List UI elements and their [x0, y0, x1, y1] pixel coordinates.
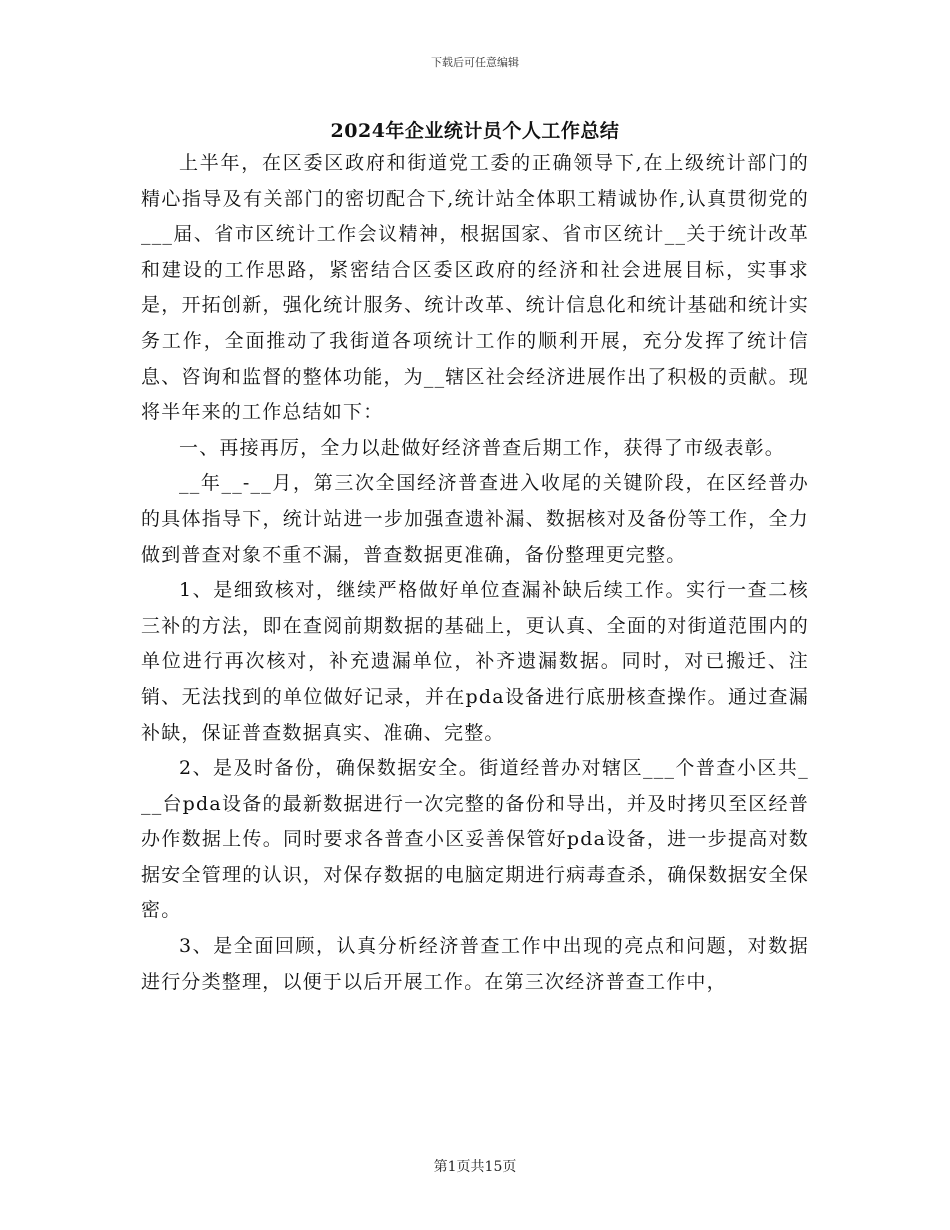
paragraph-item-3: 3、是全面回顾，认真分析经济普查工作中出现的亮点和问题，对数据进行分类整理，以便于以后开展工作。在第三次经济普查工作中， [141, 935, 809, 993]
paragraph-item-1: 1、是细致核对，继续严格做好单位查漏补缺后续工作。实行一查二核三补的方法，即在查阅前期数据的基础上，更认真、全面的对街道范围内的单位进行再次核对，补充遗漏单位，补齐遗漏数据。同时，对已搬迁、注销、无法找到的单位做好记录，并在pda设备进行底册核查操作。通过查漏补缺，保证普查数据真实、准确、完整。 [141, 579, 809, 744]
document-title: 2024年企业统计员个人工作总结 [330, 120, 620, 142]
document-body [141, 146, 809, 1000]
page-footer-number: 第1页共15页 [433, 1159, 517, 1175]
page-header-note: 下载后可任意编辑 [431, 56, 519, 69]
paragraph-intro: 上半年，在区委区政府和街道党工委的正确领导下,在上级统计部门的精心指导及有关部门的密切配合下,统计站全体职工精诚协作,认真贯彻党的___届、省市区统计工作会议精神，根据国家、省市区统计__关于统计改革和建设的工作思路，紧密结合区委区政府的经济和社会进展目标，实事求是，开拓创新，强化统计服务、统计改革、统计信息化和统计基础和统计实务工作，全面推动了我街道各项统计工作的顺利开展，充分发挥了统计信息、咨询和监督的整体功能，为__辖区社会经济进展作出了积极的贡献。现将半年来的工作总结如下： [141, 152, 809, 424]
paragraph-census-overview: __年__-__月，第三次全国经济普查进入收尾的关键阶段，在区经普办的具体指导下，统计站进一步加强查遗补漏、数据核对及备份等工作，全力做到普查对象不重不漏，普查数据更准确，备份整理更完整。 [141, 472, 809, 566]
paragraph-item-2: 2、是及时备份，确保数据安全。街道经普办对辖区___个普查小区共___台pda设备的最新数据进行一次完整的备份和导出，并及时拷贝至区经普办作数据上传。同时要求各普查小区妥善保管好pda设备，进一步提高对数据安全管理的认识，对保存数据的电脑定期进行病毒查杀，确保数据安全保密。 [141, 757, 809, 922]
paragraph-section-heading-1: 一、再接再厉，全力以赴做好经济普查后期工作，获得了市级表彰。 [179, 436, 786, 459]
